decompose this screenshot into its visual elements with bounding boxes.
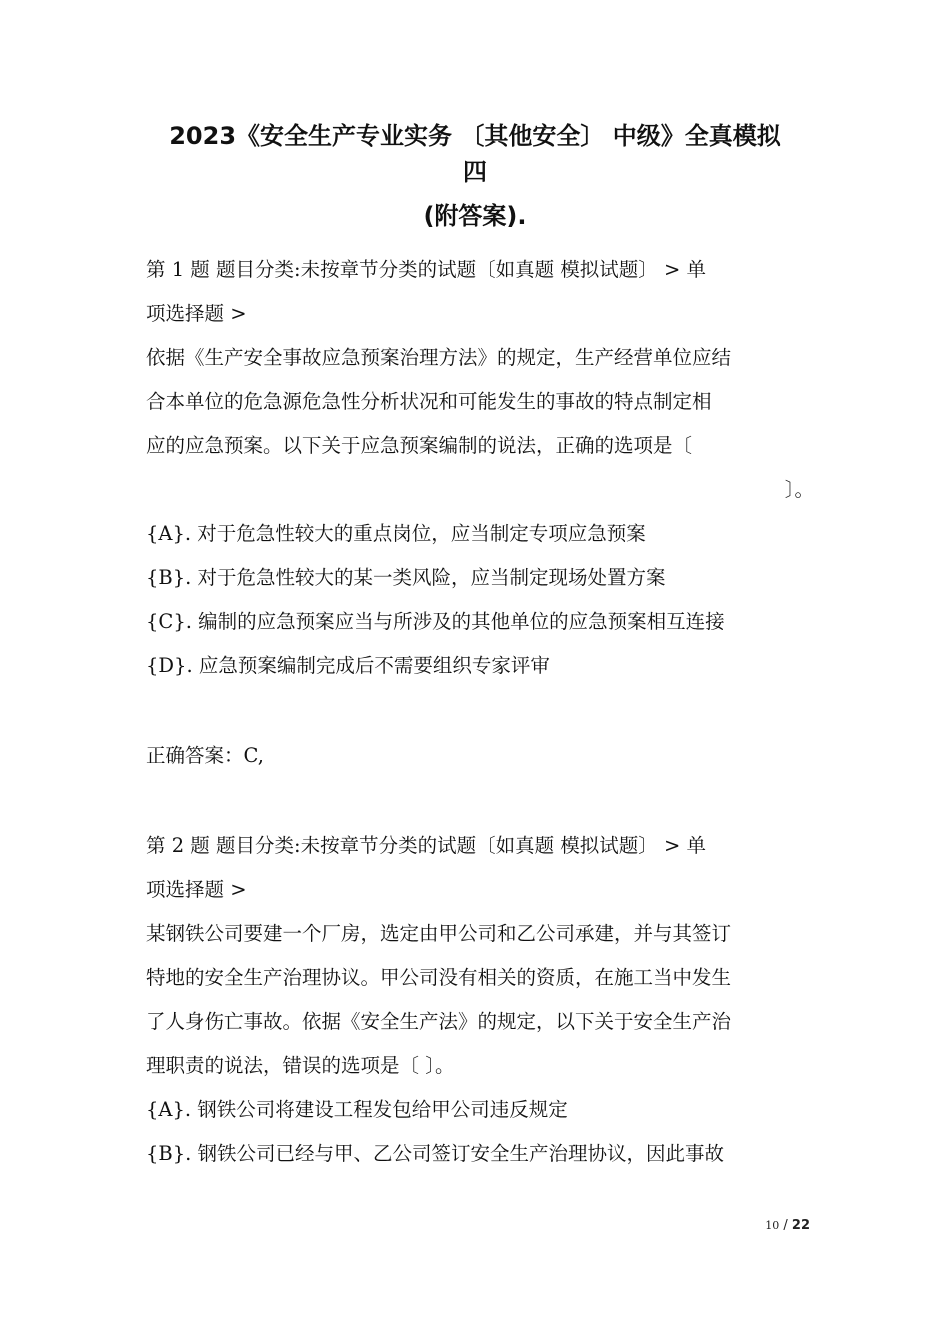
title-line-2: 四 <box>463 158 487 186</box>
question-2 <box>146 824 826 1176</box>
spacer <box>146 688 826 734</box>
option-a: {A}. 钢铁公司将建设工程发包给甲公司违反规定 <box>146 1098 568 1121</box>
option-b: {B}. 对于危急性较大的某一类风险，应当制定现场处置方案 <box>146 566 666 589</box>
title-line-3: (附答案). <box>423 202 527 230</box>
question-header: 项选择题 > <box>146 878 247 901</box>
question-header: 第 1 题 题目分类:未按章节分类的试题〔如真题 模拟试题〕 > 单 <box>146 258 707 281</box>
option-a: {A}. 对于危急性较大的重点岗位，应当制定专项应急预案 <box>146 522 646 545</box>
page-separator: / <box>783 1218 788 1233</box>
question-header: 项选择题 > <box>146 302 247 325</box>
spacer <box>146 778 826 824</box>
question-text-tail: 〕。 <box>784 478 814 501</box>
page-current: 10 <box>765 1219 780 1232</box>
question-1 <box>146 248 826 824</box>
option-b: {B}. 钢铁公司已经与甲、乙公司签订安全生产治理协议，因此事故 <box>146 1142 725 1165</box>
question-text-line: 了人身伤亡事故。依据《安全生产法》的规定，以下关于安全生产治 <box>146 1010 732 1033</box>
page-total: 22 <box>791 1218 810 1233</box>
page-number <box>700 1218 810 1233</box>
question-text-line: 特地的安全生产治理协议。甲公司没有相关的资质，在施工当中发生 <box>146 966 732 989</box>
question-text-line: 依据《生产安全事故应急预案治理方法》的规定，生产经营单位应结 <box>146 346 732 369</box>
document-title <box>120 118 830 234</box>
option-c: {C}. 编制的应急预案应当与所涉及的其他单位的应急预案相互连接 <box>146 610 725 633</box>
question-header: 第 2 题 题目分类:未按章节分类的试题〔如真题 模拟试题〕 > 单 <box>146 834 707 857</box>
question-text-line: 应的应急预案。以下关于应急预案编制的说法，正确的选项是〔 <box>146 434 693 457</box>
question-text-line: 合本单位的危急源危急性分析状况和可能发生的事故的特点制定相 <box>146 390 712 413</box>
option-d: {D}. 应急预案编制完成后不需要组织专家评审 <box>146 654 550 677</box>
title-line-1: 2023《安全生产专业实务 〔其他安全〕 中级》全真模拟 <box>169 122 781 150</box>
correct-answer: 正确答案：C, <box>146 744 264 767</box>
question-text-line: 理职责的说法，错误的选项是〔 〕。 <box>146 1054 455 1077</box>
document-content <box>146 248 826 1176</box>
question-text-line: 某钢铁公司要建一个厂房，选定由甲公司和乙公司承建，并与其签订 <box>146 922 732 945</box>
